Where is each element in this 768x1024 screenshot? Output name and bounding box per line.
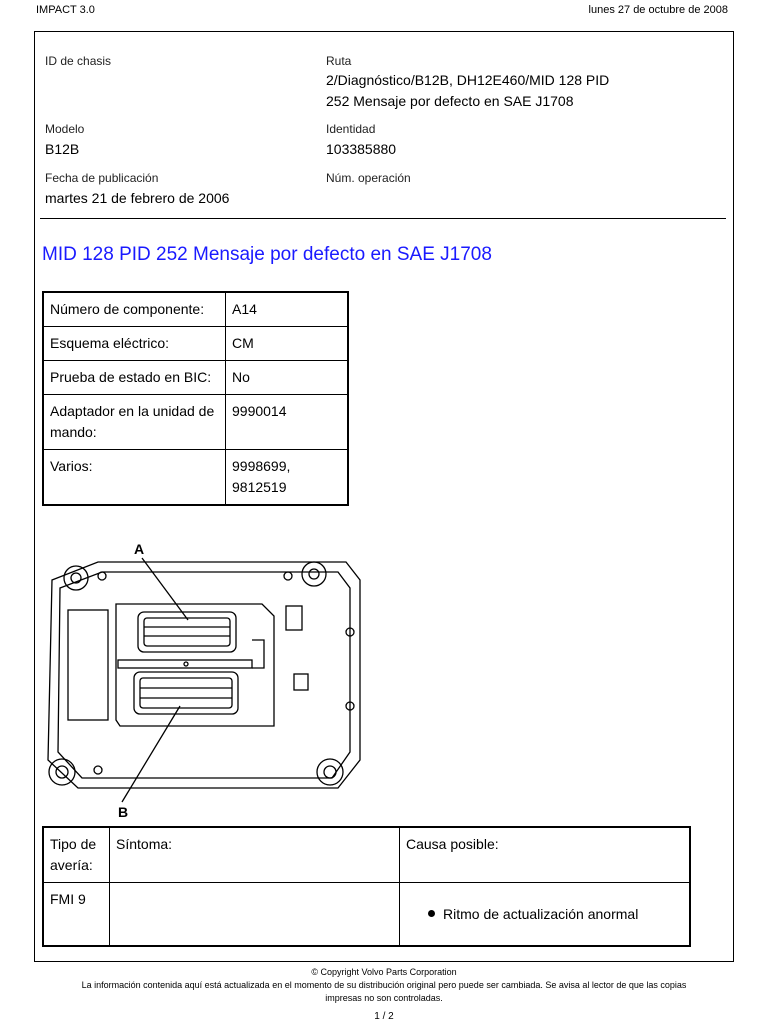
- spec-key: Esquema eléctrico:: [43, 327, 226, 361]
- route-line-1: 2/Diagnóstico/B12B, DH12E460/MID 128 PID: [326, 72, 610, 88]
- right-component: [294, 674, 308, 690]
- publication-date-value: martes 21 de febrero de 2006: [45, 190, 230, 206]
- spec-key: Varios:: [43, 450, 226, 506]
- side-clip: [252, 640, 264, 668]
- route-value: [326, 70, 609, 112]
- spec-key: Prueba de estado en BIC:: [43, 361, 226, 395]
- center-dot: [184, 662, 188, 666]
- identity-label: Identidad: [326, 122, 376, 136]
- header-divider: [40, 218, 726, 219]
- fault-table: [42, 826, 691, 947]
- app-name: IMPACT 3.0: [36, 4, 95, 16]
- mount-hole: [302, 562, 326, 586]
- spec-value: CM: [226, 327, 349, 361]
- mount-hole-inner: [324, 766, 336, 778]
- chassis-id-label: ID de chasis: [45, 54, 112, 68]
- footer: [40, 966, 728, 1005]
- bullet-icon: [428, 910, 435, 917]
- screw: [98, 572, 106, 580]
- cause-cell: [400, 883, 691, 947]
- page-header: [36, 4, 728, 18]
- spec-key: Adaptador en la unidad de mando:: [43, 395, 226, 450]
- model-label: Modelo: [45, 122, 85, 136]
- spec-row: [43, 361, 348, 395]
- right-component: [286, 606, 302, 630]
- model-value: B12B: [45, 141, 80, 157]
- identity-value: 103385880: [326, 141, 397, 157]
- symptom-header: Síntoma:: [110, 827, 400, 883]
- housing-outline: [48, 562, 360, 788]
- print-date: lunes 27 de octubre de 2008: [588, 4, 728, 16]
- spec-row: [43, 327, 348, 361]
- fault-row: [43, 883, 690, 947]
- symptom-cell: [110, 883, 400, 947]
- left-recess: [68, 610, 108, 720]
- center-bar: [118, 660, 252, 668]
- label-a: A: [134, 541, 145, 557]
- disclaimer-line-1: La información contenida aquí está actualizada en el momento de su distribución original pero puede ser cambiada. Se avisa al lector de que las copias: [81, 980, 687, 990]
- spec-key: Número de componente:: [43, 292, 226, 327]
- mount-hole-inner: [56, 766, 68, 778]
- spec-value: 9990014: [226, 395, 349, 450]
- mount-hole: [64, 566, 88, 590]
- housing-inner-rim: [58, 572, 350, 778]
- spec-value: A14: [226, 292, 349, 327]
- cause-text: Ritmo de actualización anormal: [443, 905, 639, 922]
- control-unit-diagram: [38, 540, 368, 820]
- publication-date-label: Fecha de publicación: [45, 171, 159, 185]
- spec-row: [43, 450, 348, 506]
- page-title: MID 128 PID 252 Mensaje por defecto en SAE J1708: [42, 244, 492, 265]
- spec-row: [43, 395, 348, 450]
- cause-header: Causa posible:: [400, 827, 691, 883]
- connector-b-pins: [140, 678, 232, 708]
- copyright: © Copyright Volvo Parts Corporation: [311, 967, 457, 977]
- mount-hole: [49, 759, 75, 785]
- route-label: Ruta: [326, 54, 352, 68]
- connector-a-pins: [144, 618, 230, 646]
- mount-hole: [317, 759, 343, 785]
- spec-row: [43, 292, 348, 327]
- component-spec-table: [42, 291, 349, 506]
- label-b: B: [118, 804, 129, 820]
- spec-value: 9998699, 9812519: [226, 450, 349, 506]
- operation-number-label: Núm. operación: [326, 171, 411, 185]
- leader-line-a: [142, 558, 188, 620]
- screw: [284, 572, 292, 580]
- fault-type-cell: FMI 9: [43, 883, 110, 947]
- mount-hole-inner: [309, 569, 319, 579]
- route-line-2: 252 Mensaje por defecto en SAE J1708: [326, 93, 574, 109]
- page-number: 1 / 2: [374, 1011, 394, 1022]
- screw: [94, 766, 102, 774]
- fault-type-header: Tipo de avería:: [43, 827, 110, 883]
- disclaimer-line-2: impresas no son controladas.: [325, 993, 443, 1003]
- spec-value: No: [226, 361, 349, 395]
- fault-header-row: [43, 827, 690, 883]
